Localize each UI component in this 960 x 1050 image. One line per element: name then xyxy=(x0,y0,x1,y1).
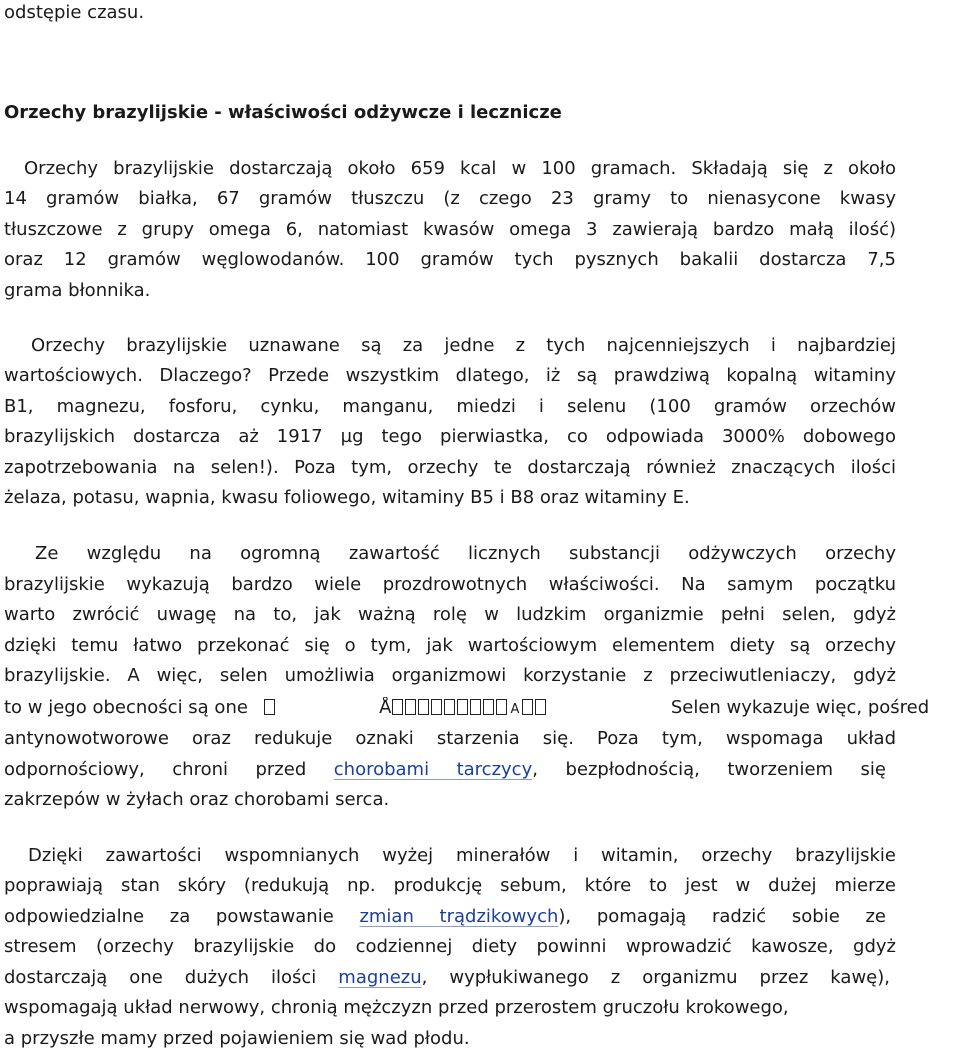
text-line xyxy=(4,906,886,928)
missing-glyph-icon xyxy=(457,699,468,715)
text-line: grama błonnika. xyxy=(4,280,151,301)
text-line: brazylijskie wykazują bardzo wiele prozdrowotnych właściwości. Na samym początku xyxy=(4,574,896,595)
link-zmian-tradzikowych[interactable]: zmian trądzikowych xyxy=(359,906,559,927)
text-line: brazylijskie. A więc, selen umożliwia organizmowi korzystanie z przeciwutleniaczy, gdyż xyxy=(4,665,896,686)
text-line: poprawiają stan skóry (redukują np. produkcję sebum, które to jest w dużej mierze xyxy=(4,875,896,896)
text-line: żelaza, potasu, wapnia, kwasu foliowego, witaminy B5 i B8 oraz witaminy E. xyxy=(4,487,690,508)
section-heading: Orzechy brazylijskie - właściwości odżywcze i lecznicze xyxy=(4,102,562,123)
text-line: Orzechy brazylijskie dostarczają około 659 kcal w 100 gramach. Składają się z około xyxy=(24,158,896,179)
link-magnezu[interactable]: magnezu xyxy=(338,967,422,988)
text-line: wspomagają układ nerwowy, chronią mężczyzn przed przerostem gruczołu krokowego, xyxy=(4,997,789,1018)
missing-glyph-icon xyxy=(535,699,546,715)
missing-glyph-icon xyxy=(264,699,275,715)
text-fragment: odpornościowy, chroni przed xyxy=(4,759,307,780)
missing-glyph-icon xyxy=(483,699,494,715)
text-line: tłuszczowe z grupy omega 6, natomiast kwasów omega 3 zawierają bardzo małą ilość) xyxy=(4,219,896,240)
text-line: oraz 12 gramów węglowodanów. 100 gramów tych pysznych bakalii dostarcza 7,5 xyxy=(4,249,896,270)
text-fragment: dostarczają one dużych ilości xyxy=(4,967,317,988)
text-line xyxy=(4,759,886,781)
missing-glyph-icon xyxy=(392,699,403,715)
garbled-glyph: A xyxy=(510,702,520,717)
missing-glyph-icon xyxy=(496,699,507,715)
text-line: odstępie czasu. xyxy=(4,2,145,23)
text-line: a przyszłe mamy przed pojawieniem się wad płodu. xyxy=(4,1028,470,1049)
missing-glyph-icon xyxy=(470,699,481,715)
text-line: Ze względu na ogromną zawartość licznych substancji odżywczych orzechy xyxy=(35,543,896,564)
text-line: zakrzepów w żyłach oraz chorobami serca. xyxy=(4,789,390,810)
text-fragment: odpowiedzialne za powstawanie xyxy=(4,906,334,927)
missing-glyph-icon xyxy=(418,699,429,715)
text-line: B1, magnezu, fosforu, cynku, manganu, miedzi i selenu (100 gramów orzechów xyxy=(4,396,896,417)
text-fragment: , wypłukiwanego z organizmu przez kawę), xyxy=(421,967,890,988)
missing-glyph-icon xyxy=(405,699,416,715)
text-line: zapotrzebowania na selen!). Poza tym, orzechy te dostarczają również znaczących ilości xyxy=(4,457,896,478)
text-line xyxy=(4,967,890,989)
garbled-glyph: Å xyxy=(379,697,392,718)
text-line: antynowotworowe oraz redukuje oznaki starzenia się. Poza tym, wspomaga układ xyxy=(4,728,896,749)
link-chorobami-tarczycy[interactable]: chorobami tarczycy xyxy=(333,759,533,780)
text-fragment: to w jego obecności są one xyxy=(4,697,248,718)
text-line: wartościowych. Dlaczego? Przede wszystkim dlatego, iż są prawdziwą kopalną witaminy xyxy=(4,365,896,386)
missing-glyph-icon xyxy=(431,699,442,715)
text-line: stresem (orzechy brazylijskie do codziennej diety powinni wprowadzić kawosze, gdyż xyxy=(4,936,896,957)
text-line: brazylijskich dostarcza aż 1917 µg tego pierwiastka, co odpowiada 3000% dobowego xyxy=(4,426,896,447)
missing-glyph-icon xyxy=(522,699,533,715)
text-line-with-missing-glyphs xyxy=(4,697,960,721)
missing-glyph-icon xyxy=(444,699,455,715)
text-line: 14 gramów białka, 67 gramów tłuszczu (z czego 23 gramy to nienasycone kwasy xyxy=(4,188,896,209)
text-line: Orzechy brazylijskie uznawane są za jedne z tych najcenniejszych i najbardziej xyxy=(31,335,896,356)
text-line: dzięki temu łatwo przekonać się o tym, jak wartościowym elementem diety są orzechy xyxy=(4,635,896,656)
text-line: warto zwrócić uwagę na to, jak ważną rolę w ludzkim organizmie pełni selen, gdyż xyxy=(4,604,896,625)
text-line: Dzięki zawartości wspomnianych wyżej minerałów i witamin, orzechy brazylijskie xyxy=(28,845,896,866)
text-fragment: , bezpłodnością, tworzeniem się xyxy=(532,759,886,780)
text-fragment: ), pomagają radzić sobie ze xyxy=(558,906,886,927)
text-fragment: Selen wykazuje więc, pośred xyxy=(670,697,930,718)
